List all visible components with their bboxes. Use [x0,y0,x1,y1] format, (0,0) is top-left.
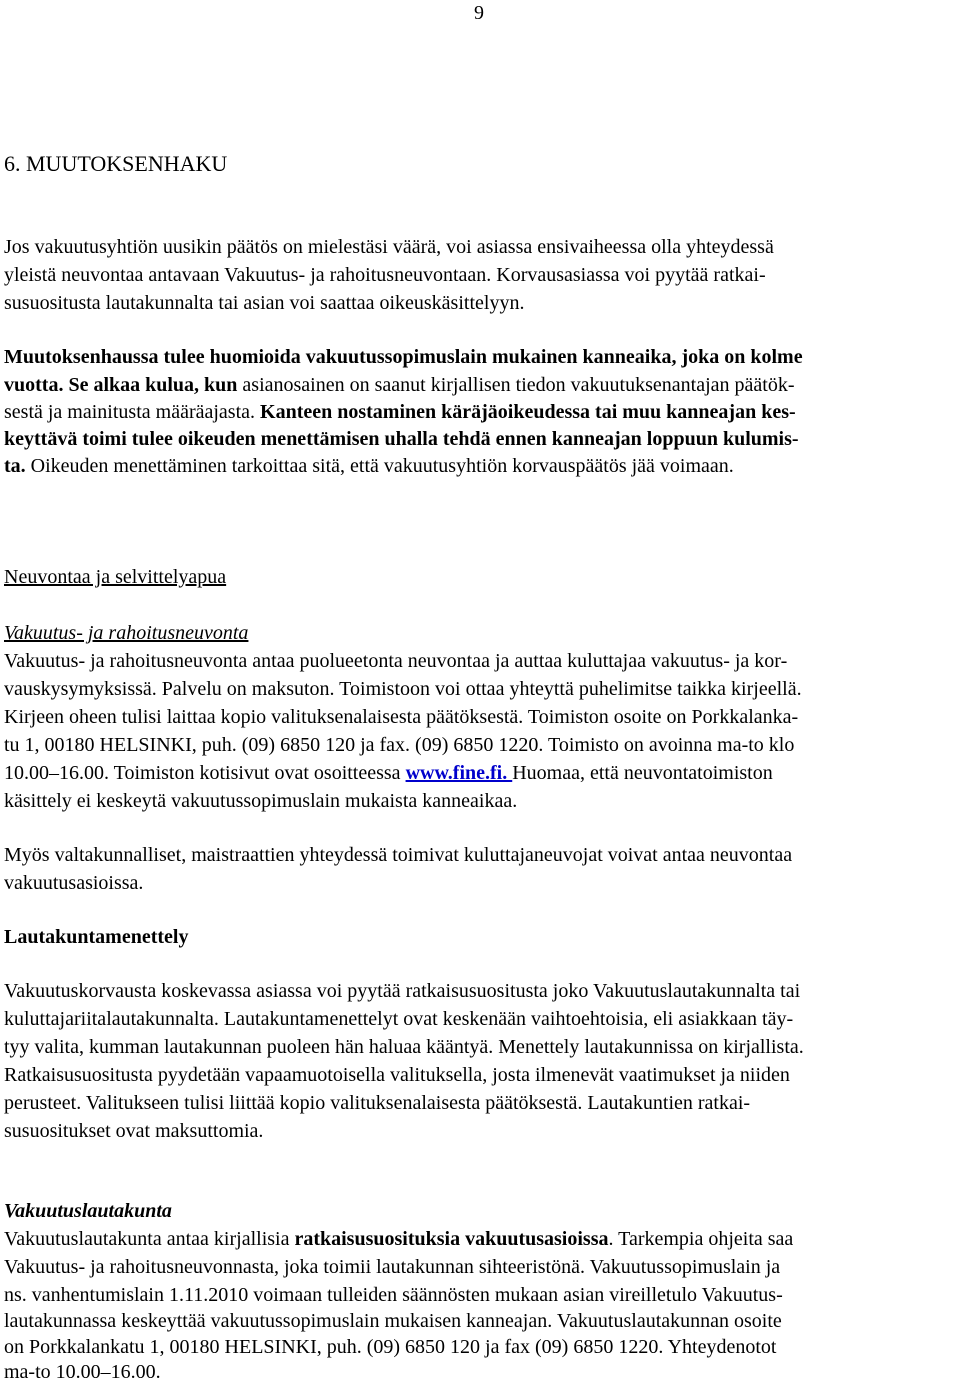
bold-text: Kanteen nostaminen käräjäoikeudessa tai muu kanneajan kes- [260,401,796,423]
section-heading: Vakuutuslautakunta [4,1200,172,1222]
text-line: lautakunnassa keskeyttää vakuutussopimuslain mukaisen kanneajan. Vakuutuslautakunnan osoite [4,1310,782,1332]
text-line: Ratkaisusuositusta pyydetään vapaamuotoisella valituksella, josta ilmenevät vaatimukset ja niiden [4,1064,790,1086]
text-line: Vakuutuskorvausta koskevassa asiassa voi pyytää ratkaisusuositusta joko Vakuutuslautakunnalta tai [4,980,801,1002]
text-line-mixed [4,372,794,398]
subsection-heading: Vakuutus- ja rahoitusneuvonta [4,622,249,644]
section-heading: Neuvontaa ja selvittelyapua [4,566,227,588]
text-line-with-link [4,760,773,786]
bold-text: vuotta. Se alkaa kulua, kun [4,374,238,396]
text-line: tu 1, 00180 HELSINKI, puh. (09) 6850 120 ja fax. (09) 6850 1220. Toimisto on avoinna ma-to klo [4,734,795,756]
text-line: Vakuutus- ja rahoitusneuvonnasta, joka toimii lautakunnan sihteeristönä. Vakuutussopimuslain ja [4,1256,781,1278]
text-line: susuositusta lautakunnalta tai asian voi saattaa oikeuskäsittelyyn. [4,292,525,314]
section-heading: Lautakuntamenettely [4,926,189,948]
plain-text: Huomaa, että neuvontatoimiston [512,762,773,784]
chapter-title: 6. MUUTOKSENHAKU [4,151,228,176]
text-line: susuositukset ovat maksuttomia. [4,1120,264,1142]
page-number: 9 [474,2,484,24]
text-line: ma-to 10.00–16.00. [4,1361,161,1383]
plain-text: 10.00–16.00. Toimiston kotisivut ovat osoitteessa [4,762,406,784]
text-line: käsittely ei keskeytä vakuutussopimuslain mukaista kanneaikaa. [4,790,518,812]
bold-text: ta. [4,455,26,477]
text-line: kuluttajariitalautakunnalta. Lautakuntamenettelyt ovat keskenään vaihtoehtoisia, eli asiakkaan täy- [4,1008,794,1030]
text-line-mixed [4,453,734,479]
text-line-mixed [4,399,796,425]
plain-text: . Tarkempia ohjeita saa [608,1228,794,1250]
text-line: yleistä neuvontaa antavaan Vakuutus- ja rahoitusneuvontaan. Korvausasiassa voi pyytää ratkai- [4,264,766,286]
text-line: Myös valtakunnalliset, maistraattien yhteydessä toimivat kuluttajaneuvojat voivat antaa neuvontaa [4,844,793,866]
plain-text: Oikeuden menettäminen tarkoittaa sitä, että vakuutusyhtiön korvauspäätös jää voimaan. [25,455,734,477]
plain-text: Vakuutuslautakunta antaa kirjallisia [4,1228,295,1250]
text-line: ns. vanhentumislain 1.11.2010 voimaan tulleiden säännösten mukaan asian vireilletulo Vakuutus- [4,1284,783,1306]
text-line: Kirjeen oheen tulisi laittaa kopio valituksenalaisesta päätöksestä. Toimiston osoite on Porkkalanka- [4,706,799,728]
bold-text: ratkaisusuosituksia vakuutusasioissa [294,1228,609,1250]
text-line-mixed [4,1226,793,1252]
text-line-bold: Muutoksenhaussa tulee huomioida vakuutussopimuslain mukainen kanneaika, joka on kolme [4,346,803,368]
plain-text: sestä ja mainitusta määräajasta. [4,401,261,423]
text-line-bold: keyttävä toimi tulee oikeuden menettämisen uhalla tehdä ennen kanneajan loppuun kulumis- [4,428,799,450]
text-line: on Porkkalankatu 1, 00180 HELSINKI, puh. (09) 6850 120 ja fax (09) 6850 1220. Yhteydenotot [4,1336,777,1358]
text-line: vauskysymyksissä. Palvelu on maksuton. Toimistoon voi ottaa yhteyttä puhelimitse taikka kirjeellä. [4,678,802,700]
text-line: tyy valita, kumman lautakunnan puoleen hän haluaa kääntyä. Menettely lautakunnissa on kirjallista. [4,1036,804,1058]
text-line: Vakuutus- ja rahoitusneuvonta antaa puolueetonta neuvontaa ja auttaa kuluttajaa vakuutus- ja kor- [4,650,788,672]
text-line: vakuutusasioissa. [4,872,144,894]
text-line: perusteet. Valitukseen tulisi liittää kopio valituksenalaisesta päätöksestä. Lautakuntien ratkai- [4,1092,751,1114]
website-link[interactable]: www.fine.fi. [405,762,513,784]
plain-text: asianosainen on saanut kirjallisen tiedon vakuutuksenantajan päätök- [237,374,795,396]
text-line: Jos vakuutusyhtiön uusikin päätös on mielestäsi väärä, voi asiassa ensivaiheessa olla yhteydessä [4,236,774,258]
